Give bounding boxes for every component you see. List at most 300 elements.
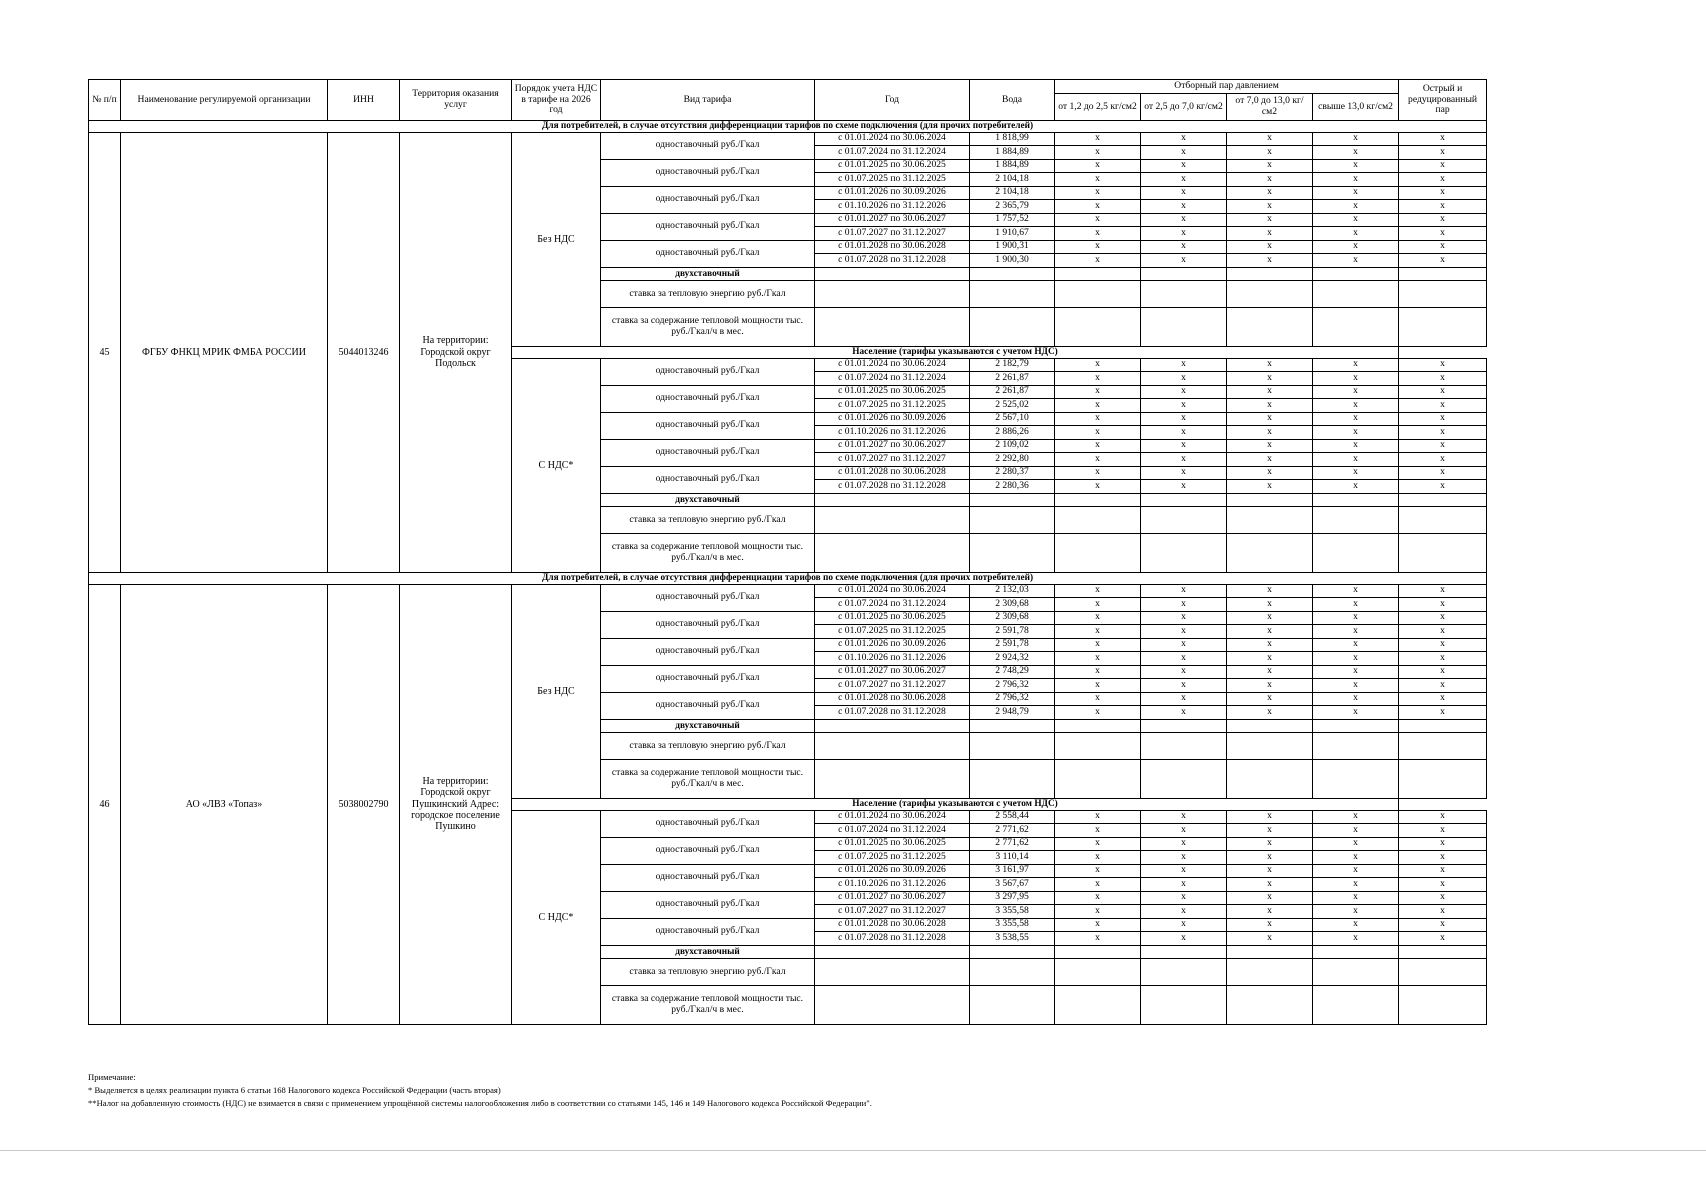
steam-x-2: x (1141, 918, 1227, 932)
org-inn: 5038002790 (328, 584, 400, 1025)
steam-x-5: x (1399, 240, 1487, 254)
water-value: 2 796,32 (970, 679, 1055, 693)
tariff-type-single-rate: одноставочный руб./Гкал (601, 240, 815, 267)
tariff-type-two-rate: двухставочный (601, 267, 815, 281)
water-value: 2 948,79 (970, 706, 1055, 720)
water-value: 3 110,14 (970, 851, 1055, 865)
empty-cell (1055, 493, 1141, 507)
empty-cell (1055, 959, 1141, 986)
steam-x-3: x (1227, 385, 1313, 399)
steam-x-4: x (1313, 878, 1399, 892)
header-pressure-1: от 1,2 до 2,5 кг/см2 (1055, 94, 1141, 121)
empty-cell (1227, 534, 1313, 573)
empty-cell (1141, 281, 1227, 308)
steam-x-3: x (1227, 878, 1313, 892)
steam-x-5: x (1399, 453, 1487, 467)
period-cell: с 01.07.2025 по 31.12.2025 (815, 851, 970, 865)
steam-x-1: x (1055, 878, 1141, 892)
period-cell: с 01.07.2027 по 31.12.2027 (815, 679, 970, 693)
steam-x-2: x (1141, 679, 1227, 693)
steam-x-1: x (1055, 385, 1141, 399)
steam-x-3: x (1227, 173, 1313, 187)
steam-x-2: x (1141, 878, 1227, 892)
header-water: Вода (970, 80, 1055, 121)
steam-x-3: x (1227, 254, 1313, 268)
empty-cell (815, 507, 970, 534)
steam-x-1: x (1055, 918, 1141, 932)
header-sharp-steam: Острый и редуцированный пар (1399, 80, 1487, 121)
steam-x-2: x (1141, 159, 1227, 173)
org-number: 46 (89, 584, 121, 1025)
water-value: 2 309,68 (970, 598, 1055, 612)
tariff-type-single-rate: одноставочный руб./Гкал (601, 692, 815, 719)
steam-x-2: x (1141, 466, 1227, 480)
steam-x-5: x (1399, 679, 1487, 693)
tariff-type-single-rate: одноставочный руб./Гкал (601, 412, 815, 439)
steam-x-1: x (1055, 706, 1141, 720)
steam-x-5: x (1399, 227, 1487, 241)
steam-x-4: x (1313, 692, 1399, 706)
steam-x-4: x (1313, 240, 1399, 254)
period-cell: с 01.07.2025 по 31.12.2025 (815, 399, 970, 413)
steam-x-5: x (1399, 837, 1487, 851)
empty-cell (1399, 986, 1487, 1025)
tariff-type-energy-rate: ставка за тепловую энергию руб./Гкал (601, 507, 815, 534)
steam-x-4: x (1313, 810, 1399, 824)
tariff-type-single-rate: одноставочный руб./Гкал (601, 385, 815, 412)
steam-x-3: x (1227, 213, 1313, 227)
empty-cell (1399, 719, 1487, 733)
steam-x-3: x (1227, 918, 1313, 932)
header-steam-group: Отборный пар давлением (1055, 80, 1399, 94)
empty-cell (1141, 760, 1227, 799)
steam-x-1: x (1055, 625, 1141, 639)
steam-x-5: x (1399, 878, 1487, 892)
steam-x-3: x (1227, 824, 1313, 838)
steam-x-4: x (1313, 358, 1399, 372)
steam-x-4: x (1313, 864, 1399, 878)
section-other-consumers: Для потребителей, в случае отсутствия дифференциации тарифов по схеме подключения (для прочих потребителей) (89, 121, 1487, 133)
header-org: Наименование регулируемой организации (121, 80, 328, 121)
empty-cell (815, 308, 970, 347)
notes (88, 1071, 1488, 1110)
empty-cell (1399, 281, 1487, 308)
empty-cell (970, 733, 1055, 760)
tariff-type-energy-rate: ставка за тепловую энергию руб./Гкал (601, 959, 815, 986)
steam-x-1: x (1055, 213, 1141, 227)
steam-x-5: x (1399, 905, 1487, 919)
steam-x-1: x (1055, 480, 1141, 494)
steam-x-2: x (1141, 864, 1227, 878)
period-cell: с 01.01.2028 по 30.06.2028 (815, 466, 970, 480)
tariff-type-single-rate: одноставочный руб./Гкал (601, 439, 815, 466)
header-num: № п/п (89, 80, 121, 121)
header-year: Год (815, 80, 970, 121)
empty-cell (1227, 733, 1313, 760)
tariff-type-capacity-rate: ставка за содержание тепловой мощности тыс. руб./Гкал/ч в мес. (601, 534, 815, 573)
steam-x-5: x (1399, 851, 1487, 865)
steam-x-4: x (1313, 146, 1399, 160)
empty-cell (1141, 986, 1227, 1025)
tariff-type-single-rate: одноставочный руб./Гкал (601, 186, 815, 213)
steam-x-5: x (1399, 385, 1487, 399)
water-value: 2 104,18 (970, 173, 1055, 187)
steam-x-4: x (1313, 625, 1399, 639)
period-cell: с 01.01.2027 по 30.06.2027 (815, 665, 970, 679)
steam-x-4: x (1313, 679, 1399, 693)
steam-x-5: x (1399, 625, 1487, 639)
empty-cell (1399, 267, 1487, 281)
empty-cell (1313, 760, 1399, 799)
header-vat: Порядок учета НДС в тарифе на 2026 год (512, 80, 601, 121)
water-value: 1 900,31 (970, 240, 1055, 254)
period-cell: с 01.01.2024 по 30.06.2024 (815, 810, 970, 824)
water-value: 2 365,79 (970, 200, 1055, 214)
water-value: 2 292,80 (970, 453, 1055, 467)
period-cell: с 01.01.2027 по 30.06.2027 (815, 213, 970, 227)
steam-x-3: x (1227, 706, 1313, 720)
vat-mode-without: Без НДС (512, 584, 601, 799)
steam-x-4: x (1313, 173, 1399, 187)
water-value: 2 280,36 (970, 480, 1055, 494)
empty-cell (1055, 719, 1141, 733)
steam-x-5: x (1399, 598, 1487, 612)
steam-x-3: x (1227, 159, 1313, 173)
steam-x-2: x (1141, 810, 1227, 824)
period-cell: с 01.07.2025 по 31.12.2025 (815, 173, 970, 187)
tariff-type-single-rate: одноставочный руб./Гкал (601, 638, 815, 665)
steam-x-2: x (1141, 173, 1227, 187)
steam-x-1: x (1055, 692, 1141, 706)
period-cell: с 01.01.2026 по 30.09.2026 (815, 638, 970, 652)
empty-cell (1227, 986, 1313, 1025)
steam-x-3: x (1227, 584, 1313, 598)
water-value: 1 884,89 (970, 146, 1055, 160)
empty-cell (1141, 733, 1227, 760)
steam-x-2: x (1141, 891, 1227, 905)
steam-x-3: x (1227, 837, 1313, 851)
period-cell: с 01.07.2028 по 31.12.2028 (815, 706, 970, 720)
empty-cell (815, 267, 970, 281)
steam-x-2: x (1141, 706, 1227, 720)
period-cell: с 01.01.2028 по 30.06.2028 (815, 692, 970, 706)
empty-cell (815, 281, 970, 308)
steam-x-2: x (1141, 227, 1227, 241)
steam-x-3: x (1227, 665, 1313, 679)
header-pressure-4: свыше 13,0 кг/см2 (1313, 94, 1399, 121)
tariff-type-single-rate: одноставочный руб./Гкал (601, 159, 815, 186)
steam-x-2: x (1141, 638, 1227, 652)
empty-cell (1055, 534, 1141, 573)
steam-x-4: x (1313, 706, 1399, 720)
period-cell: с 01.07.2028 по 31.12.2028 (815, 480, 970, 494)
steam-x-3: x (1227, 638, 1313, 652)
empty-cell (1227, 493, 1313, 507)
period-cell: с 01.01.2024 по 30.06.2024 (815, 358, 970, 372)
steam-x-4: x (1313, 905, 1399, 919)
steam-x-5: x (1399, 584, 1487, 598)
water-value: 1 757,52 (970, 213, 1055, 227)
steam-x-5: x (1399, 412, 1487, 426)
steam-x-1: x (1055, 466, 1141, 480)
empty-cell (1055, 733, 1141, 760)
tariff-type-single-rate: одноставочный руб./Гкал (601, 213, 815, 240)
steam-x-1: x (1055, 399, 1141, 413)
steam-x-4: x (1313, 891, 1399, 905)
water-value: 1 910,67 (970, 227, 1055, 241)
tariff-type-capacity-rate: ставка за содержание тепловой мощности тыс. руб./Гкал/ч в мес. (601, 760, 815, 799)
header-tariff-type: Вид тарифа (601, 80, 815, 121)
period-cell: с 01.10.2026 по 31.12.2026 (815, 200, 970, 214)
steam-x-2: x (1141, 146, 1227, 160)
steam-x-3: x (1227, 439, 1313, 453)
period-cell: с 01.07.2027 по 31.12.2027 (815, 227, 970, 241)
empty-cell (1055, 986, 1141, 1025)
steam-x-2: x (1141, 932, 1227, 946)
steam-x-5: x (1399, 213, 1487, 227)
steam-x-1: x (1055, 372, 1141, 386)
empty-cell (815, 534, 970, 573)
empty-cell (1227, 760, 1313, 799)
empty-cell (1313, 281, 1399, 308)
period-cell: с 01.01.2024 по 30.06.2024 (815, 132, 970, 146)
tariff-type-two-rate: двухставочный (601, 719, 815, 733)
steam-x-5: x (1399, 372, 1487, 386)
water-value: 1 884,89 (970, 159, 1055, 173)
water-value: 2 558,44 (970, 810, 1055, 824)
header-territory: Территория оказания услуг (400, 80, 512, 121)
tariff-type-single-rate: одноставочный руб./Гкал (601, 837, 815, 864)
steam-x-1: x (1055, 679, 1141, 693)
steam-x-5: x (1399, 358, 1487, 372)
steam-x-2: x (1141, 254, 1227, 268)
steam-x-1: x (1055, 439, 1141, 453)
steam-x-1: x (1055, 186, 1141, 200)
steam-x-5: x (1399, 638, 1487, 652)
period-cell: с 01.01.2027 по 30.06.2027 (815, 891, 970, 905)
period-cell: с 01.01.2026 по 30.09.2026 (815, 186, 970, 200)
empty-cell (1399, 534, 1487, 573)
empty-cell (815, 760, 970, 799)
steam-x-4: x (1313, 652, 1399, 666)
tariff-type-single-rate: одноставочный руб./Гкал (601, 665, 815, 692)
scan-edge-line (0, 1150, 1706, 1151)
vat-mode-with: С НДС* (512, 358, 601, 573)
steam-x-5: x (1399, 824, 1487, 838)
steam-x-3: x (1227, 598, 1313, 612)
section-population: Население (тарифы указываются с учетом НДС) (512, 799, 1399, 811)
steam-x-5: x (1399, 466, 1487, 480)
water-value: 3 161,97 (970, 864, 1055, 878)
steam-x-5: x (1399, 200, 1487, 214)
steam-x-2: x (1141, 851, 1227, 865)
tariff-type-single-rate: одноставочный руб./Гкал (601, 584, 815, 611)
period-cell: с 01.10.2026 по 31.12.2026 (815, 426, 970, 440)
period-cell: с 01.01.2025 по 30.06.2025 (815, 611, 970, 625)
empty-cell (1399, 959, 1487, 986)
water-value: 2 182,79 (970, 358, 1055, 372)
steam-x-5: x (1399, 480, 1487, 494)
steam-x-1: x (1055, 932, 1141, 946)
steam-x-1: x (1055, 864, 1141, 878)
water-value: 2 796,32 (970, 692, 1055, 706)
empty-cell (1227, 959, 1313, 986)
empty-cell (1141, 267, 1227, 281)
steam-x-4: x (1313, 932, 1399, 946)
steam-x-1: x (1055, 358, 1141, 372)
steam-x-5: x (1399, 439, 1487, 453)
steam-x-4: x (1313, 453, 1399, 467)
water-value: 2 109,02 (970, 439, 1055, 453)
org-name: АО «ЛВЗ «Топаз» (121, 584, 328, 1025)
water-value: 3 355,58 (970, 905, 1055, 919)
water-value: 2 261,87 (970, 385, 1055, 399)
empty-cell (1399, 945, 1487, 959)
water-value: 2 886,26 (970, 426, 1055, 440)
steam-x-5: x (1399, 891, 1487, 905)
steam-x-5: x (1399, 146, 1487, 160)
empty-cell (1141, 493, 1227, 507)
empty-cell (1141, 308, 1227, 347)
steam-x-2: x (1141, 652, 1227, 666)
steam-x-1: x (1055, 200, 1141, 214)
steam-x-1: x (1055, 584, 1141, 598)
period-cell: с 01.01.2026 по 30.09.2026 (815, 864, 970, 878)
steam-x-2: x (1141, 412, 1227, 426)
steam-x-4: x (1313, 918, 1399, 932)
steam-x-3: x (1227, 358, 1313, 372)
water-value: 2 771,62 (970, 837, 1055, 851)
empty-cell (1313, 733, 1399, 760)
steam-x-2: x (1141, 358, 1227, 372)
section-population: Население (тарифы указываются с учетом НДС) (512, 347, 1399, 359)
section-other-consumers: Для потребителей, в случае отсутствия дифференциации тарифов по схеме подключения (для прочих потребителей) (89, 573, 1487, 585)
empty-cell (970, 493, 1055, 507)
empty-cell (815, 719, 970, 733)
org-territory: На территории: Городской округ Пушкинский Адрес: городское поселение Пушкино (400, 584, 512, 1025)
steam-x-3: x (1227, 426, 1313, 440)
steam-x-3: x (1227, 864, 1313, 878)
empty-cell (970, 534, 1055, 573)
empty-cell (1141, 719, 1227, 733)
steam-x-5: x (1399, 810, 1487, 824)
period-cell: с 01.01.2028 по 30.06.2028 (815, 918, 970, 932)
steam-x-4: x (1313, 186, 1399, 200)
steam-x-1: x (1055, 412, 1141, 426)
steam-x-1: x (1055, 905, 1141, 919)
period-cell: с 01.07.2024 по 31.12.2024 (815, 146, 970, 160)
steam-x-2: x (1141, 837, 1227, 851)
tariff-type-single-rate: одноставочный руб./Гкал (601, 918, 815, 945)
water-value: 1 818,99 (970, 132, 1055, 146)
period-cell: с 01.01.2026 по 30.09.2026 (815, 412, 970, 426)
steam-x-3: x (1227, 652, 1313, 666)
period-cell: с 01.07.2028 по 31.12.2028 (815, 254, 970, 268)
empty-cell (1055, 267, 1141, 281)
steam-x-1: x (1055, 891, 1141, 905)
steam-x-3: x (1227, 891, 1313, 905)
empty-cell (1055, 308, 1141, 347)
steam-x-3: x (1227, 146, 1313, 160)
empty-cell (970, 945, 1055, 959)
period-cell: с 01.01.2027 по 30.06.2027 (815, 439, 970, 453)
period-cell: с 01.01.2025 по 30.06.2025 (815, 837, 970, 851)
steam-x-5: x (1399, 665, 1487, 679)
steam-x-3: x (1227, 186, 1313, 200)
tariff-table (88, 79, 1487, 1025)
steam-x-2: x (1141, 426, 1227, 440)
water-value: 2 924,32 (970, 652, 1055, 666)
steam-x-5: x (1399, 159, 1487, 173)
empty-cell (1313, 267, 1399, 281)
steam-x-5: x (1399, 399, 1487, 413)
steam-x-3: x (1227, 132, 1313, 146)
steam-x-4: x (1313, 213, 1399, 227)
steam-x-4: x (1313, 412, 1399, 426)
steam-x-3: x (1227, 810, 1313, 824)
header-pressure-2: от 2,5 до 7,0 кг/см2 (1141, 94, 1227, 121)
steam-x-4: x (1313, 227, 1399, 241)
notes-line-1: * Выделяется в целях реализации пункта 6 статьи 168 Налогового кодекса Российской Федерации (часть вторая) (88, 1085, 501, 1095)
empty-cell (1313, 945, 1399, 959)
steam-x-1: x (1055, 132, 1141, 146)
empty-cell (1313, 959, 1399, 986)
tariff-type-energy-rate: ставка за тепловую энергию руб./Гкал (601, 281, 815, 308)
tariff-type-single-rate: одноставочный руб./Гкал (601, 466, 815, 493)
water-value: 2 261,87 (970, 372, 1055, 386)
steam-x-1: x (1055, 598, 1141, 612)
empty-cell (1227, 719, 1313, 733)
water-value: 2 309,68 (970, 611, 1055, 625)
steam-x-3: x (1227, 625, 1313, 639)
steam-x-5: x (1399, 652, 1487, 666)
water-value: 2 525,02 (970, 399, 1055, 413)
empty-cell (1399, 493, 1487, 507)
water-value: 3 355,58 (970, 918, 1055, 932)
steam-x-4: x (1313, 584, 1399, 598)
org-territory: На территории: Городской округ Подольск (400, 132, 512, 573)
steam-x-1: x (1055, 638, 1141, 652)
steam-x-2: x (1141, 240, 1227, 254)
tariff-type-single-rate: одноставочный руб./Гкал (601, 358, 815, 385)
water-value: 1 900,30 (970, 254, 1055, 268)
tariff-type-capacity-rate: ставка за содержание тепловой мощности тыс. руб./Гкал/ч в мес. (601, 308, 815, 347)
steam-x-1: x (1055, 227, 1141, 241)
table-row (89, 584, 1487, 598)
steam-x-1: x (1055, 824, 1141, 838)
steam-x-3: x (1227, 851, 1313, 865)
header-inn: ИНН (328, 80, 400, 121)
steam-x-2: x (1141, 213, 1227, 227)
tariff-type-single-rate: одноставочный руб./Гкал (601, 132, 815, 159)
steam-x-1: x (1055, 810, 1141, 824)
steam-x-2: x (1141, 598, 1227, 612)
empty-cell (1227, 281, 1313, 308)
empty-cell (1227, 308, 1313, 347)
steam-x-5: x (1399, 692, 1487, 706)
empty-cell (1313, 534, 1399, 573)
steam-x-1: x (1055, 837, 1141, 851)
water-value: 2 591,78 (970, 625, 1055, 639)
org-name: ФГБУ ФНКЦ МРИК ФМБА РОССИИ (121, 132, 328, 573)
empty-cell (815, 733, 970, 760)
empty-cell (1313, 986, 1399, 1025)
empty-cell (815, 959, 970, 986)
steam-x-3: x (1227, 480, 1313, 494)
steam-x-2: x (1141, 372, 1227, 386)
empty-cell (1227, 945, 1313, 959)
steam-x-4: x (1313, 159, 1399, 173)
